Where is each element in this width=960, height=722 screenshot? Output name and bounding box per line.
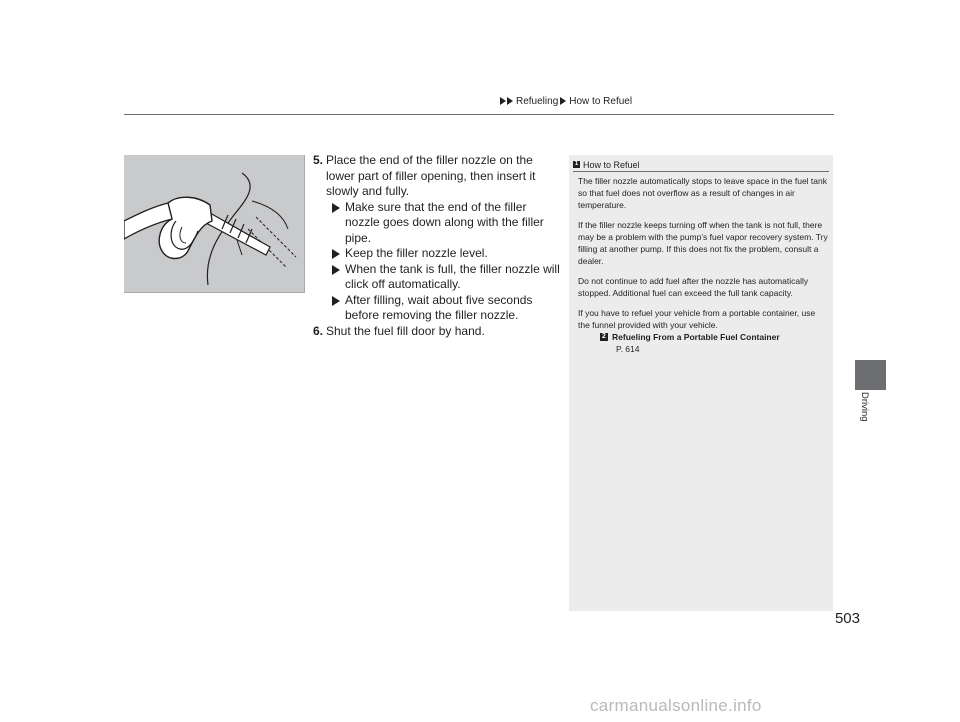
- note-text: When the tank is full, the filler nozzle will click off automatically.: [345, 261, 560, 291]
- side-note-panel: [569, 155, 833, 611]
- header-divider: [124, 114, 834, 115]
- side-note-title: How to Refuel: [583, 159, 640, 170]
- reference-mark-icon: 1: [574, 161, 579, 167]
- step-text: Place the end of the filler nozzle on the lower part of filler opening, then insert it slowly and fully.: [326, 153, 536, 198]
- breadcrumb-arrow-icon: [560, 97, 566, 105]
- step-text: Shut the fuel fill door by hand.: [326, 323, 485, 338]
- section-tab-label: Driving: [859, 392, 870, 422]
- section-tab-marker: [855, 360, 886, 390]
- step-5-note-4: [313, 293, 563, 324]
- breadcrumb-item-refueling[interactable]: Refueling: [516, 95, 559, 107]
- breadcrumb-item-how-to-refuel[interactable]: How to Refuel: [569, 95, 633, 107]
- note-text: Make sure that the end of the filler nozzle goes down along with the filler pipe.: [345, 199, 544, 245]
- side-note-paragraph: If the filler nozzle keeps turning off when the tank is not full, there may be a problem with the pump’s fuel vapor recovery system. Try filling at another pump. If this does not fix the problem, consult a dealer.: [578, 220, 828, 266]
- triangle-right-icon: [332, 203, 340, 213]
- refuel-instructions: [313, 153, 563, 339]
- breadcrumb: [500, 94, 632, 108]
- step-number: 6.: [313, 323, 324, 338]
- side-note-paragraph: The filler nozzle automatically stops to leave space in the fuel tank so that fuel does not overflow as a result of changes in air temperature.: [578, 176, 827, 210]
- cross-reference-link[interactable]: [578, 331, 828, 343]
- cross-reference-icon: 2: [600, 333, 608, 341]
- triangle-right-icon: [332, 265, 340, 275]
- side-note-heading: [573, 158, 829, 172]
- note-text: Keep the filler nozzle level.: [345, 246, 488, 260]
- triangle-right-icon: [332, 296, 340, 306]
- page-number: 503: [834, 610, 860, 627]
- side-note-body: [578, 175, 828, 355]
- triangle-right-icon: [332, 249, 340, 259]
- step-5: [313, 153, 563, 200]
- fuel-nozzle-illustration: [124, 155, 305, 293]
- note-text: After filling, wait about five seconds before removing the filler nozzle.: [345, 292, 533, 322]
- cross-reference-text[interactable]: Refueling From a Portable Fuel Container: [612, 332, 780, 342]
- step-5-note-1: [313, 200, 563, 247]
- step-5-note-3: [313, 262, 563, 293]
- watermark: carmanualsonline.info: [590, 696, 762, 715]
- step-6: [313, 324, 563, 340]
- fuel-nozzle-drawing: [124, 155, 304, 292]
- breadcrumb-arrow-icon: [500, 97, 506, 105]
- side-note-paragraph: If you have to refuel your vehicle from a portable container, use the funnel provided with your vehicle.: [578, 308, 816, 330]
- breadcrumb-arrow-icon: [507, 97, 513, 105]
- step-number: 5.: [313, 153, 324, 167]
- step-5-note-2: [313, 246, 563, 262]
- cross-reference-page[interactable]: P. 614: [616, 344, 640, 354]
- side-note-paragraph: Do not continue to add fuel after the nozzle has automatically stopped. Additional fuel can exceed the full tank capacity.: [578, 276, 809, 298]
